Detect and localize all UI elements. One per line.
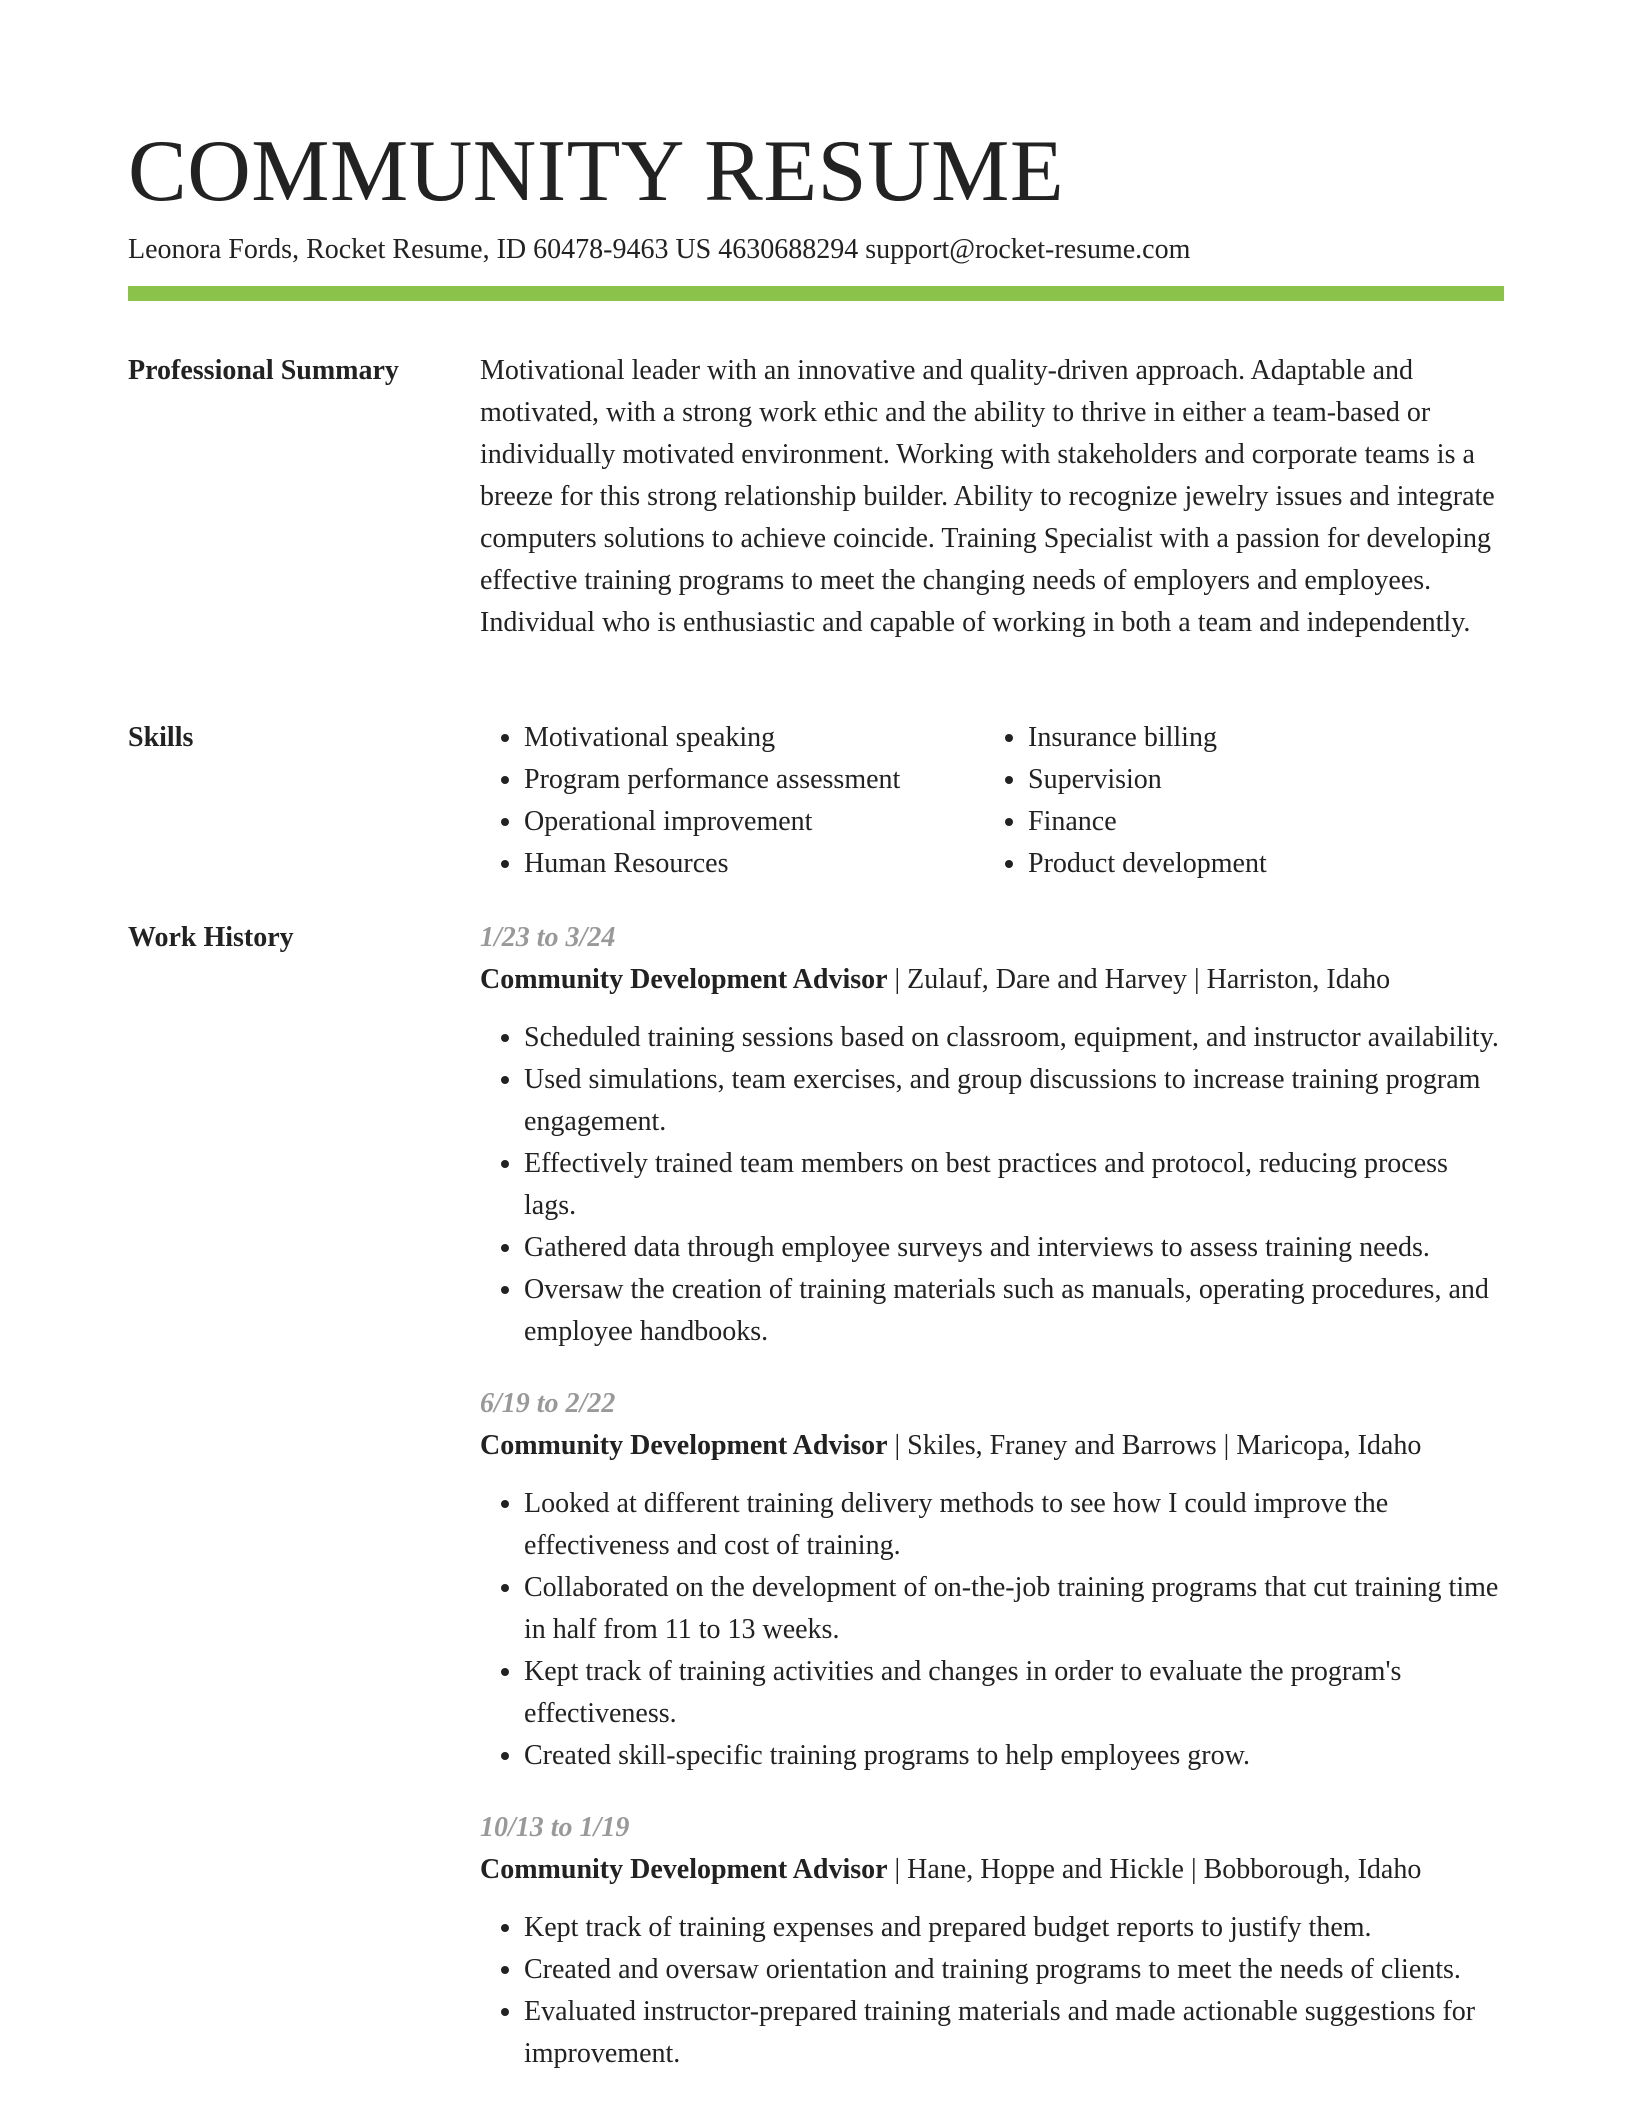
skills-body	[480, 717, 1504, 885]
job-entry	[480, 1807, 1504, 2075]
job-entry	[480, 917, 1504, 1353]
job-dates: 1/23 to 3/24	[480, 922, 616, 953]
skills-list-right	[984, 717, 1267, 885]
job-bullet-list	[480, 1483, 1504, 1777]
job-bullet: • Effectively trained team members on best practices and protocol, reducing process lags.	[524, 1143, 1504, 1227]
job-company: Zulauf, Dare and Harvey	[907, 964, 1188, 995]
job-bullet: • Looked at different training delivery methods to see how I could improve the effectiveness and cost of training.	[524, 1483, 1504, 1567]
skill-item: • Insurance billing	[1028, 717, 1267, 759]
job-entry	[480, 1383, 1504, 1777]
skill-item: • Human Resources	[524, 843, 984, 885]
job-dates: 10/13 to 1/19	[480, 1812, 630, 1843]
job-location: Bobborough, Idaho	[1203, 1854, 1422, 1885]
summary-text: Motivational leader with an innovative and quality-driven approach. Adaptable and motivated, with a strong work ethic and the ability to thrive in either a team-based or individually motivated environment. Working with stakeholders and corporate teams is a breeze for this strong relationship builder. Ability to recognize jewelry issues and integrate computers solutions to achieve coincide. Training Specialist with a passion for developing effective training programs to meet the changing needs of employers and employees. Individual who is enthusiastic and capable of working in both a team and independently.	[480, 355, 1495, 638]
skills-columns	[480, 717, 1504, 885]
job-location: Harriston, Idaho	[1206, 964, 1391, 995]
job-bullet: • Gathered data through employee surveys and interviews to assess training needs.	[524, 1227, 1504, 1269]
job-bullet-list	[480, 1907, 1504, 2075]
job-bullet: • Kept track of training expenses and prepared budget reports to justify them.	[524, 1907, 1504, 1949]
job-bullet: • Scheduled training sessions based on classroom, equipment, and instructor availability.	[524, 1017, 1504, 1059]
job-separator: |	[1216, 1430, 1237, 1461]
job-company: Skiles, Franey and Barrows	[907, 1430, 1217, 1461]
job-separator: |	[887, 964, 908, 995]
job-bullet: • Created skill-specific training programs to help employees grow.	[524, 1735, 1504, 1777]
job-bullet: • Created and oversaw orientation and training programs to meet the needs of clients.	[524, 1949, 1504, 1991]
job-heading	[480, 1425, 1504, 1467]
work-label: Work History	[128, 922, 294, 953]
job-heading	[480, 1849, 1504, 1891]
skill-item: • Product development	[1028, 843, 1267, 885]
job-separator: |	[1187, 964, 1207, 995]
header-divider	[128, 286, 1504, 301]
job-location: Maricopa, Idaho	[1236, 1430, 1422, 1461]
job-title: Community Development Advisor	[480, 964, 888, 995]
skills-list-left	[480, 717, 984, 885]
skill-item: • Program performance assessment	[524, 759, 984, 801]
job-bullet: • Collaborated on the development of on-the-job training programs that cut training time in half from 11 to 13 weeks.	[524, 1567, 1504, 1651]
resume-title: COMMUNITY RESUME	[128, 123, 1065, 220]
job-bullet: • Kept track of training activities and changes in order to evaluate the program's effectiveness.	[524, 1651, 1504, 1735]
summary-body	[480, 350, 1504, 644]
job-bullet-list	[480, 1017, 1504, 1353]
job-heading	[480, 959, 1504, 1001]
job-bullet: • Oversaw the creation of training materials such as manuals, operating procedures, and employee handbooks.	[524, 1269, 1504, 1353]
job-dates: 6/19 to 2/22	[480, 1388, 616, 1419]
skill-item: • Finance	[1028, 801, 1267, 843]
summary-label: Professional Summary	[128, 355, 399, 386]
skills-label: Skills	[128, 722, 194, 753]
skill-item: • Operational improvement	[524, 801, 984, 843]
job-title: Community Development Advisor	[480, 1854, 888, 1885]
skill-item: • Supervision	[1028, 759, 1267, 801]
job-separator: |	[1183, 1854, 1204, 1885]
job-title: Community Development Advisor	[480, 1430, 888, 1461]
job-bullet: • Evaluated instructor-prepared training materials and made actionable suggestions for improvement.	[524, 1991, 1504, 2075]
skill-item: • Motivational speaking	[524, 717, 984, 759]
job-bullet: • Used simulations, team exercises, and group discussions to increase training program engagement.	[524, 1059, 1504, 1143]
work-body	[480, 917, 1504, 2105]
job-company: Hane, Hoppe and Hickle	[907, 1854, 1184, 1885]
job-separator: |	[887, 1854, 908, 1885]
contact-line: Leonora Fords, Rocket Resume, ID 60478-9463 US 4630688294 support@rocket-resume.com	[128, 234, 1191, 265]
job-separator: |	[887, 1430, 908, 1461]
